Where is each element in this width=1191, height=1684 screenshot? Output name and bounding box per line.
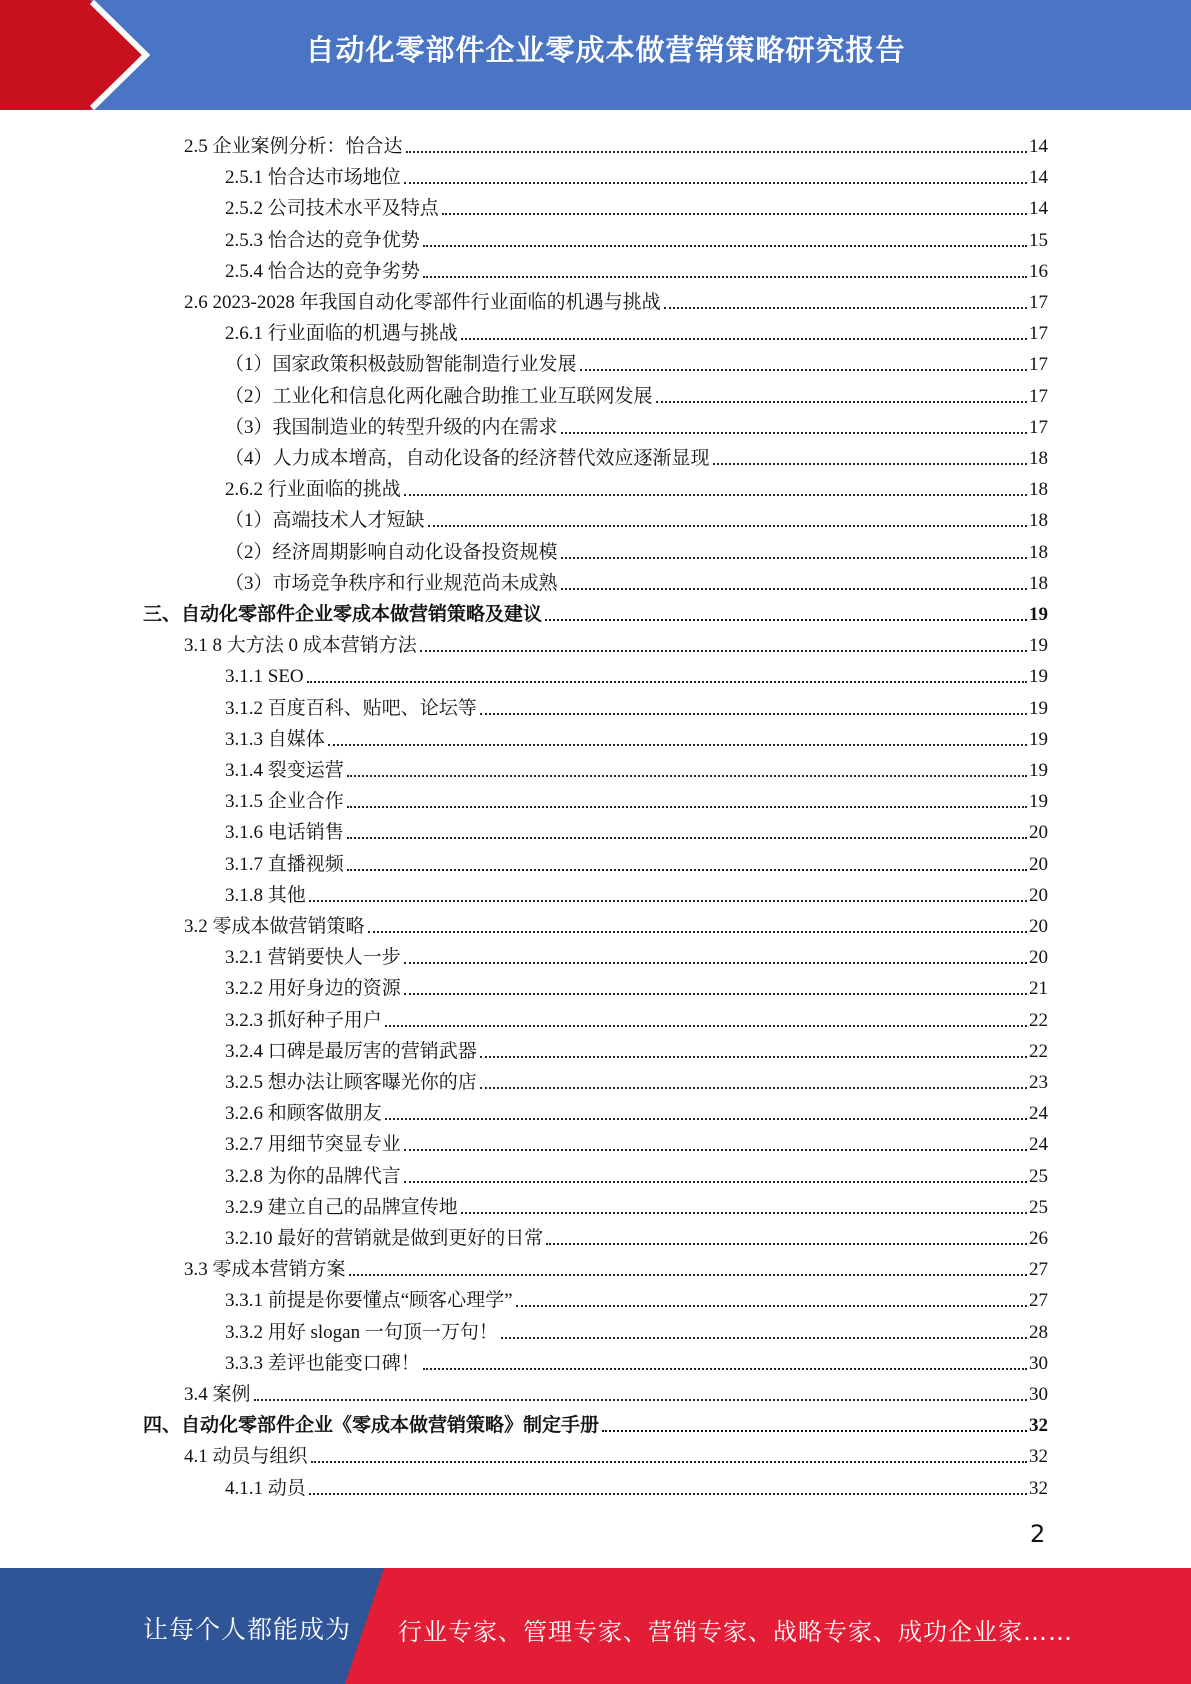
toc-entry[interactable] [225, 814, 1048, 845]
toc-entry[interactable] [225, 565, 1048, 596]
toc-entry-page-number: 18 [1029, 541, 1048, 563]
toc-dot-leader [349, 1274, 1027, 1276]
toc-dot-leader [347, 869, 1027, 871]
toc-entry-page-number: 20 [1029, 822, 1048, 844]
toc-entry[interactable] [184, 1438, 1048, 1469]
toc-entry[interactable] [225, 502, 1048, 533]
toc-entry[interactable] [225, 1189, 1048, 1220]
toc-entry-title: 3.1.4 裂变运营 [225, 760, 344, 781]
toc-entry[interactable] [225, 409, 1048, 440]
toc-dot-leader [561, 432, 1027, 434]
toc-dot-leader [442, 213, 1027, 215]
toc-dot-leader [385, 1025, 1027, 1027]
toc-entry-title: （2）经济周期影响自动化设备投资规模 [225, 541, 558, 563]
toc-entry-title: （2）工业化和信息化两化融合助推工业互联网发展 [225, 385, 653, 407]
toc-dot-leader [404, 494, 1027, 496]
toc-dot-leader [404, 1181, 1027, 1183]
toc-dot-leader [404, 962, 1027, 964]
toc-entry-page-number: 25 [1029, 1165, 1048, 1187]
toc-entry-title: 3.2.9 建立自己的品牌宣传地 [225, 1196, 458, 1218]
toc-entry-title: 2.5.3 怡合达的竞争优势 [225, 229, 420, 251]
toc-entry-page-number: 18 [1029, 479, 1048, 501]
toc-entry[interactable] [225, 471, 1048, 502]
toc-entry-title: 2.6.2 行业面临的挑战 [225, 479, 401, 501]
toc-entry[interactable] [225, 534, 1048, 565]
toc-dot-leader [664, 307, 1027, 309]
toc-entry-title: 3.2 零成本做营销策略 [184, 916, 365, 937]
toc-entry-title: 3.1.8 其他 [225, 884, 306, 906]
toc-entry-page-number: 20 [1029, 853, 1048, 875]
toc-dot-leader [423, 245, 1027, 247]
toc-entry-title: 三、自动化零部件企业零成本做营销策略及建议 [143, 604, 543, 625]
toc-dot-leader [307, 681, 1027, 683]
toc-entry-title: 4.1 动员与组织 [184, 1446, 308, 1468]
toc-entry-title: 3.3.2 用好 slogan 一句顶一万句！ [225, 1321, 498, 1343]
toc-entry-page-number: 20 [1029, 947, 1048, 969]
toc-entry-page-number: 23 [1029, 1072, 1048, 1093]
toc-entry-title: 3.1.1 SEO [225, 666, 304, 688]
toc-entry-page-number: 14 [1029, 136, 1048, 157]
toc-entry-title: 3.3.1 前提是你要懂点“顾客心理学” [225, 1290, 513, 1312]
toc-dot-leader [545, 619, 1027, 621]
toc-entry-page-number: 32 [1029, 1446, 1048, 1468]
toc-entry[interactable] [225, 1126, 1048, 1157]
toc-dot-leader [546, 1243, 1027, 1245]
toc-entry-title: 2.6 2023-2028 年我国自动化零部件行业面临的机遇与挑战 [184, 292, 661, 313]
toc-entry-page-number: 21 [1029, 978, 1048, 1000]
toc-entry-title: 3.1.5 企业合作 [225, 791, 344, 813]
toc-entry-title: 3.4 案例 [184, 1384, 251, 1405]
toc-entry[interactable] [225, 1064, 1048, 1095]
toc-dot-leader [480, 713, 1027, 715]
toc-entry-page-number: 17 [1029, 416, 1048, 438]
toc-entry-page-number: 30 [1029, 1352, 1048, 1374]
toc-entry-page-number: 18 [1029, 510, 1048, 532]
toc-entry[interactable] [225, 658, 1048, 689]
toc-dot-leader [501, 1337, 1027, 1339]
toc-entry-page-number: 25 [1029, 1196, 1048, 1218]
toc-entry-title: 3.2.10 最好的营销就是做到更好的日常 [225, 1228, 544, 1249]
toc-entry-title: （4）人力成本增高，自动化设备的经济替代效应逐渐显现 [225, 448, 710, 469]
toc-dot-leader [480, 1056, 1027, 1058]
toc-dot-leader [254, 1399, 1027, 1401]
page-footer [0, 1568, 1191, 1684]
toc-entry-page-number: 27 [1029, 1290, 1048, 1312]
toc-entry-page-number: 17 [1029, 323, 1048, 345]
toc-dot-leader [516, 1305, 1027, 1307]
toc-dot-leader [309, 1493, 1027, 1495]
toc-entry-page-number: 32 [1029, 1477, 1048, 1499]
toc-entry-title: 2.5.2 公司技术水平及特点 [225, 198, 439, 220]
toc-dot-leader [423, 276, 1027, 278]
toc-entry-page-number: 26 [1029, 1228, 1048, 1249]
toc-entry-title: 3.3.3 差评也能变口碑！ [225, 1352, 420, 1374]
toc-entry-title: 4.1.1 动员 [225, 1477, 306, 1499]
toc-entry-title: 3.2.6 和顾客做朋友 [225, 1103, 382, 1125]
toc-dot-leader [561, 557, 1027, 559]
toc-entry[interactable] [184, 128, 1048, 159]
toc-dot-leader [420, 650, 1027, 652]
toc-entry[interactable] [225, 970, 1048, 1001]
toc-entry-title: 3.2.1 营销要快人一步 [225, 947, 401, 969]
toc-dot-leader [311, 1461, 1027, 1463]
toc-entry[interactable] [225, 846, 1048, 877]
toc-entry-title: 3.1.2 百度百科、贴吧、论坛等 [225, 697, 477, 719]
toc-dot-leader [656, 401, 1027, 403]
toc-entry-page-number: 20 [1029, 884, 1048, 906]
toc-entry[interactable] [225, 721, 1048, 752]
toc-entry[interactable] [225, 783, 1048, 814]
toc-entry-title: 3.1.3 自媒体 [225, 728, 325, 750]
toc-entry[interactable] [225, 1282, 1048, 1313]
toc-entry-title: （3）市场竞争秩序和行业规范尚未成熟 [225, 572, 558, 594]
toc-entry[interactable] [225, 190, 1048, 221]
toc-entry-page-number: 17 [1029, 354, 1048, 376]
toc-dot-leader [404, 993, 1027, 995]
toc-dot-leader [404, 182, 1027, 184]
toc-entry-title: 3.2.4 口碑是最厉害的营销武器 [225, 1040, 477, 1062]
toc-dot-leader [309, 900, 1027, 902]
toc-dot-leader [713, 463, 1027, 465]
toc-entry-title: 3.2.8 为你的品牌代言 [225, 1165, 401, 1187]
toc-entry-page-number: 24 [1029, 1103, 1048, 1125]
toc-dot-leader [580, 369, 1027, 371]
toc-dot-leader [406, 151, 1027, 153]
toc-dot-leader [428, 525, 1027, 527]
toc-dot-leader [480, 1087, 1027, 1089]
footer-slogan-left: 让每个人都能成为 [143, 1615, 352, 1644]
footer-slogan-right: 行业专家、管理专家、营销专家、战略专家、成功企业家…… [398, 1618, 1073, 1646]
toc-entry[interactable] [225, 253, 1048, 284]
toc-dot-leader [347, 806, 1027, 808]
toc-dot-leader [347, 775, 1027, 777]
toc-entry-page-number: 17 [1029, 292, 1048, 313]
toc-entry[interactable] [184, 1251, 1048, 1282]
toc-entry[interactable] [225, 1345, 1048, 1376]
page-header [0, 0, 1191, 110]
toc-entry-page-number: 19 [1029, 666, 1048, 688]
toc-entry-title: （1）高端技术人才短缺 [225, 510, 425, 532]
toc-entry-page-number: 28 [1029, 1321, 1048, 1343]
toc-entry[interactable] [225, 939, 1048, 970]
toc-entry[interactable] [225, 222, 1048, 253]
toc-entry-page-number: 20 [1029, 916, 1048, 937]
toc-entry-title: 3.2.3 抓好种子用户 [225, 1009, 382, 1031]
toc-entry[interactable] [184, 908, 1048, 939]
toc-entry-page-number: 24 [1029, 1134, 1048, 1156]
toc-entry-page-number: 19 [1029, 697, 1048, 719]
toc-dot-leader [461, 338, 1027, 340]
toc-entry[interactable] [225, 1002, 1048, 1033]
toc-dot-leader [347, 837, 1027, 839]
toc-entry-title: 2.6.1 行业面临的机遇与挑战 [225, 323, 458, 345]
toc-entry-title: 3.2.5 想办法让顾客曝光你的店 [225, 1072, 477, 1093]
toc-dot-leader [423, 1368, 1027, 1370]
toc-entry[interactable] [143, 596, 1048, 627]
report-title: 自动化零部件企业零成本做营销策略研究报告 [305, 33, 906, 67]
toc-entry[interactable] [225, 346, 1048, 377]
toc-entry-title: （1）国家政策积极鼓励智能制造行业发展 [225, 354, 577, 376]
toc-entry[interactable] [184, 627, 1048, 658]
toc-entry-page-number: 14 [1029, 198, 1048, 220]
toc-entry[interactable] [225, 1095, 1048, 1126]
toc-entry[interactable] [225, 1158, 1048, 1189]
toc-entry-title: 3.1.6 电话销售 [225, 822, 344, 844]
toc-entry-page-number: 19 [1029, 760, 1048, 781]
page-number: 2 [1030, 1520, 1046, 1548]
toc-entry[interactable] [225, 690, 1048, 721]
toc-entry[interactable] [225, 877, 1048, 908]
toc-entry-title: （3）我国制造业的转型升级的内在需求 [225, 416, 558, 438]
toc-entry[interactable] [225, 1470, 1048, 1501]
toc-entry-page-number: 19 [1029, 635, 1048, 657]
toc-entry-page-number: 14 [1029, 167, 1048, 189]
toc-entry[interactable] [225, 1033, 1048, 1064]
toc-entry-page-number: 27 [1029, 1259, 1048, 1281]
toc-entry-title: 2.5.4 怡合达的竞争劣势 [225, 260, 420, 282]
toc-entry[interactable] [225, 1220, 1048, 1251]
toc-entry-page-number: 30 [1029, 1384, 1048, 1405]
toc-dot-leader [328, 744, 1027, 746]
toc-entry-page-number: 19 [1029, 728, 1048, 750]
toc-entry[interactable] [225, 752, 1048, 783]
toc-dot-leader [561, 588, 1027, 590]
toc-entry[interactable] [225, 1314, 1048, 1345]
toc-entry-title: 3.1.7 直播视频 [225, 853, 344, 875]
toc-entry-page-number: 32 [1029, 1415, 1048, 1437]
toc-entry[interactable] [225, 315, 1048, 346]
toc-entry-page-number: 18 [1029, 572, 1048, 594]
toc-entry-page-number: 17 [1029, 385, 1048, 407]
toc-dot-leader [368, 931, 1027, 933]
toc-entry-page-number: 22 [1029, 1009, 1048, 1031]
toc-entry-page-number: 15 [1029, 229, 1048, 251]
toc-entry-page-number: 19 [1029, 604, 1048, 625]
toc-entry[interactable] [225, 440, 1048, 471]
toc-entry-title: 2.5 企业案例分析：怡合达 [184, 136, 403, 157]
toc-entry-title: 四、自动化零部件企业《零成本做营销策略》制定手册 [143, 1415, 600, 1437]
toc-entry-title: 2.5.1 怡合达市场地位 [225, 167, 401, 189]
toc-entry-page-number: 19 [1029, 791, 1048, 813]
toc-entry-page-number: 18 [1029, 448, 1048, 469]
toc-dot-leader [385, 1118, 1027, 1120]
toc-entry-title: 3.2.7 用细节突显专业 [225, 1134, 401, 1156]
toc-dot-leader [404, 1149, 1027, 1151]
toc-entry-page-number: 16 [1029, 260, 1048, 282]
toc-dot-leader [461, 1212, 1027, 1214]
toc-entry[interactable] [225, 159, 1048, 190]
toc-entry[interactable] [143, 1407, 1048, 1438]
toc-entry-page-number: 22 [1029, 1040, 1048, 1062]
toc-entry[interactable] [225, 378, 1048, 409]
toc-dot-leader [602, 1430, 1027, 1432]
toc-entry-title: 3.1 8 大方法 0 成本营销方法 [184, 635, 417, 657]
toc-entry-title: 3.2.2 用好身边的资源 [225, 978, 401, 1000]
toc-entry-title: 3.3 零成本营销方案 [184, 1259, 346, 1281]
toc-entry[interactable] [184, 1376, 1048, 1407]
toc-entry[interactable] [184, 284, 1048, 315]
